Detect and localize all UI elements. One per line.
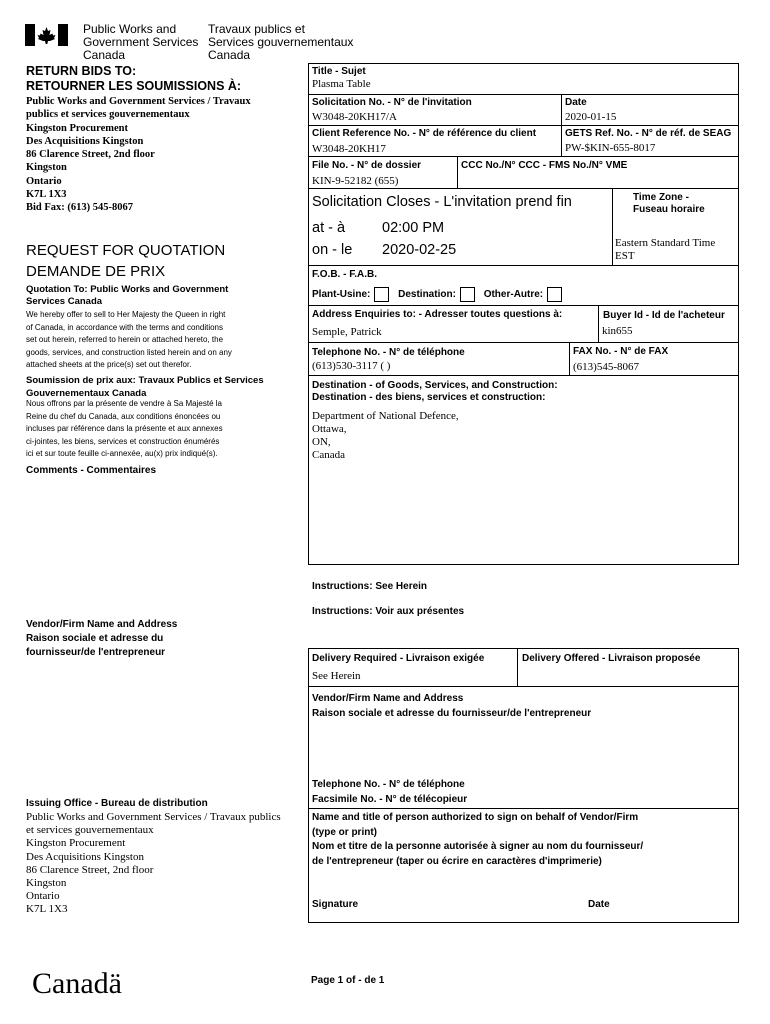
address-line: et services gouvernementaux — [26, 824, 154, 837]
file-no-label: File No. - N° de dossier — [312, 160, 422, 171]
vendor-name-address-label: Vendor/Firm Name and Address Raison sociale et adresse du fournisseur/de l'entrepreneur — [312, 693, 592, 719]
quotation-to-label: Quotation To: Public Works and Government Services Canada — [26, 284, 229, 307]
closing-date-value: 2020-02-25 — [382, 242, 457, 258]
instructions-en: Instructions: See Herein — [312, 581, 428, 592]
address-line: K7L 1X3 — [26, 189, 67, 201]
file-no-value: KIN-9-52182 (655) — [312, 175, 399, 187]
return-bids-title-en: RETURN BIDS TO: — [26, 64, 137, 78]
gets-ref-value: PW-$KIN-655-8017 — [565, 142, 656, 154]
return-bids-title — [26, 64, 241, 94]
address-line: publics et services gouvernementaux — [26, 109, 190, 121]
date-value: 2020-01-15 — [565, 111, 617, 123]
department-name-en — [83, 23, 198, 62]
destination-checkbox[interactable] — [460, 287, 475, 302]
vendor-fax-label: Facsimile No. - N° de télécopieur — [312, 794, 468, 805]
authorized-signer-field[interactable] — [312, 870, 732, 894]
department-name-fr — [208, 23, 353, 62]
title-value: Plasma Table — [312, 78, 371, 90]
address-line: Kingston — [26, 877, 67, 890]
address-line: Ontario — [26, 175, 62, 187]
offer-text-en: We hereby offer to sell to Her Majesty the Queen in right of Canada, in accordance with the terms and conditions set out herein, referred to herein or attached hereto, the goods, services, and construction listed herein and on any attached sheets at the price(s) set out therefor. — [26, 310, 232, 369]
other-label: Other-Autre: — [483, 289, 544, 301]
canada-flag-icon — [25, 24, 68, 46]
rfq-title-fr: DEMANDE DE PRIX — [26, 263, 166, 280]
gets-ref-label: GETS Ref. No. - N° de réf. de SEAG — [565, 128, 732, 139]
return-bids-address — [26, 95, 251, 215]
address-line: 86 Clarence Street, 2nd floor — [26, 863, 154, 876]
dept-fr-line: Services gouvernementaux — [208, 35, 354, 49]
dept-en-line: Canada — [83, 48, 126, 62]
address-line: Kingston Procurement — [26, 837, 126, 850]
address-line: Ontario — [26, 890, 60, 903]
issuing-office-address — [26, 811, 281, 917]
comments-label: Comments - Commentaires — [26, 465, 157, 476]
telephone-label: Telephone No. - N° de téléphone — [312, 347, 465, 358]
rfq-title — [26, 240, 225, 282]
address-line: Public Works and Government Services / Travaux publics — [26, 811, 281, 823]
time-zone-value: Eastern Standard Time EST — [615, 237, 716, 262]
fax-value: (613)545-8067 — [573, 361, 639, 373]
offer-text-fr: Nous offrons par la présente de vendre à Sa Majesté la Reine du chef du Canada, aux conditions énoncées ou incluses par référence dans la présente et aux annexes ci-jointes, les biens, services et construction énumérés ici et sur toute feuille ci-annexée, au(x) prix indiqué(s). — [26, 399, 223, 458]
fax-label: FAX No. - N° de FAX — [573, 346, 669, 357]
enquiries-label: Address Enquiries to: - Adresser toutes questions à: — [312, 309, 563, 320]
soumission-label: Soumission de prix aux: Travaux Publics et Services Gouvernementaux Canada — [26, 375, 264, 399]
solicitation-label: Solicitation No. - N° de l'invitation — [312, 97, 472, 108]
ccc-label: CCC No./N° CCC - FMS No./N° VME — [461, 160, 628, 171]
telephone-value: (613)530-3117 ( ) — [312, 360, 391, 372]
vendor-firm-label: Vendor/Firm Name and Address Raison sociale et adresse du fournisseur/de l'entrepreneur — [26, 619, 178, 658]
dept-en-line: Public Works and — [83, 22, 177, 36]
buyer-id-label: Buyer Id - Id de l'acheteur — [603, 310, 725, 321]
instructions-fr: Instructions: Voir aux présentes — [312, 606, 465, 617]
address-line: K7L 1X3 — [26, 903, 68, 916]
vendor-name-address-field[interactable] — [312, 722, 732, 774]
enquiries-value: Semple, Patrick — [312, 326, 382, 338]
client-ref-label: Client Reference No. - N° de référence du client — [312, 128, 537, 139]
dept-fr-line: Canada — [208, 48, 251, 62]
page-number: Page 1 of - de 1 — [311, 975, 385, 986]
date-label: Date — [565, 97, 587, 108]
return-bids-title-fr: RETOURNER LES SOUMISSIONS À: — [26, 79, 242, 93]
plant-label: Plant-Usine: — [312, 289, 371, 301]
canada-wordmark: Canadä — [32, 967, 122, 1000]
title-label: Title - Sujet — [312, 66, 366, 77]
time-zone-label: Time Zone - Fuseau horaire — [633, 192, 705, 215]
bid-fax: Bid Fax: (613) 545-8067 — [26, 202, 134, 214]
other-checkbox[interactable] — [547, 287, 562, 302]
address-line: Des Acquisitions Kingston — [26, 135, 144, 147]
vendor-telephone-label: Telephone No. - N° de téléphone — [312, 779, 465, 790]
fob-label: F.O.B. - F.A.B. — [312, 269, 377, 280]
closing-time-value: 02:00 PM — [382, 220, 445, 236]
client-ref-value: W3048-20KH17 — [312, 143, 386, 155]
signature-label: Signature — [312, 899, 359, 910]
destination-goods-label: Destination - of Goods, Services, and Construction: Destination - des biens, services et construction: — [312, 380, 558, 403]
closing-date-label: on - le — [312, 242, 353, 258]
dept-fr-line: Travaux publics et — [208, 22, 305, 36]
address-line: Kingston — [26, 162, 67, 174]
solicitation-value: W3048-20KH17/A — [312, 111, 397, 123]
address-line: Kingston Procurement — [26, 122, 128, 134]
fob-options — [312, 287, 568, 302]
buyer-id-value: kin655 — [602, 325, 633, 337]
signature-date-label: Date — [588, 899, 610, 910]
delivery-required-value: See Herein — [312, 670, 361, 682]
address-line: 86 Clarence Street, 2nd floor — [26, 149, 155, 161]
delivery-offered-label: Delivery Offered - Livraison proposée — [522, 653, 701, 664]
solicitation-closes-label: Solicitation Closes - L'invitation prend fin — [312, 194, 572, 210]
dept-en-line: Government Services — [83, 35, 199, 49]
address-line: Des Acquisitions Kingston — [26, 850, 144, 863]
destination-label: Destination: — [398, 289, 456, 301]
delivery-required-label: Delivery Required - Livraison exigée — [312, 653, 485, 664]
address-line: Public Works and Government Services / Travaux — [26, 96, 251, 107]
closing-time-label: at - à — [312, 220, 346, 236]
plant-checkbox[interactable] — [374, 287, 389, 302]
destination-address: Department of National Defence, Ottawa, ON, Canada — [312, 410, 459, 461]
issuing-office-label: Issuing Office - Bureau de distribution — [26, 798, 208, 809]
authorized-signer-label: Name and title of person authorized to sign on behalf of Vendor/Firm (type or print) Nom et titre de la personne autorisée à signer au nom du fournisseur/ de l'entrepreneur (taper ou écrire en caractères d'imprimerie) — [312, 812, 644, 867]
rfq-title-en: REQUEST FOR QUOTATION — [26, 242, 226, 259]
